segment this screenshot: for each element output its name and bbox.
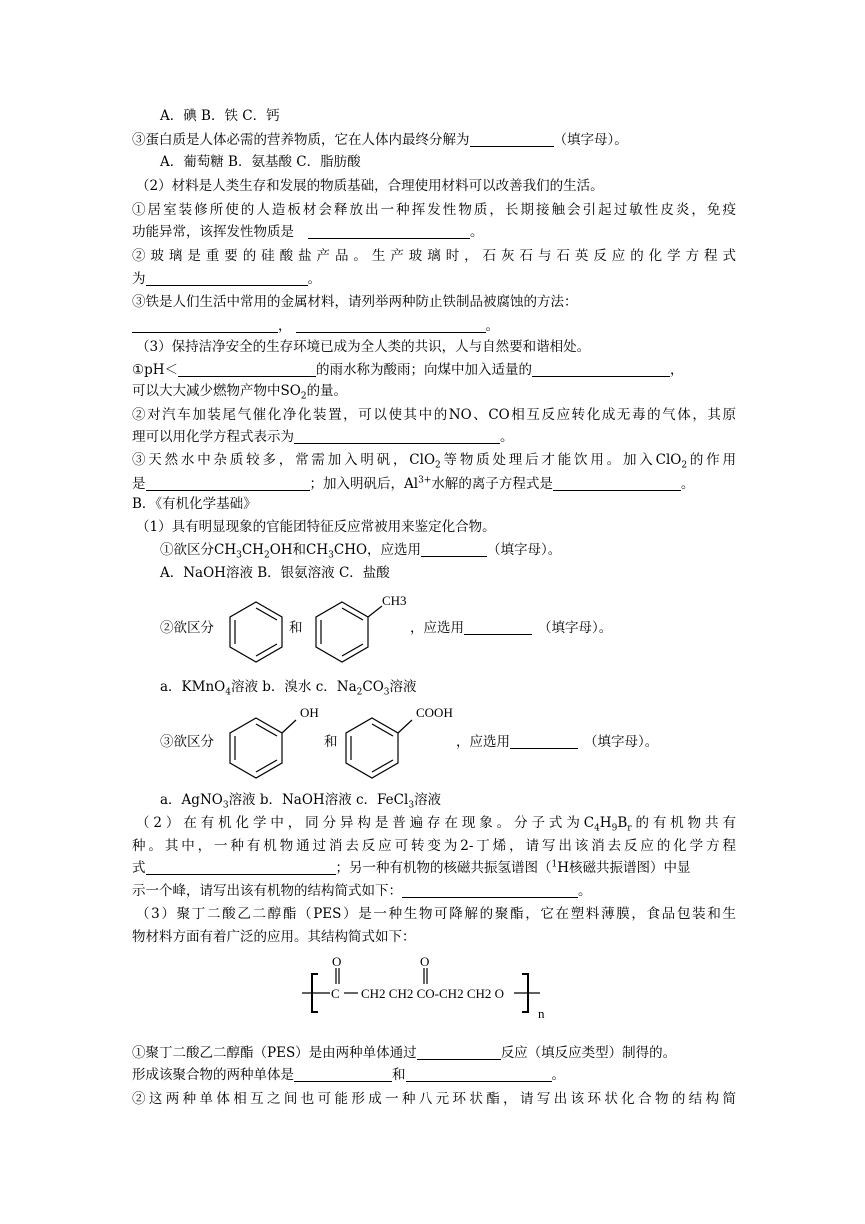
question-pes-line1 bbox=[136, 903, 736, 925]
question-isomer-line1 bbox=[136, 812, 736, 834]
text: ②对汽车加装尾气催化净化装置，可以使其中的NO、CO相互反应转化成无毒的气体，其原 bbox=[132, 407, 736, 423]
text: 。 bbox=[578, 883, 592, 899]
subscript: 4 bbox=[594, 823, 600, 834]
question-ethanol bbox=[160, 539, 764, 561]
text: ③天然水中杂质较多，常需加入明矾，ClO bbox=[132, 452, 436, 468]
text: 形成该聚合物的两种单体是 bbox=[132, 1067, 294, 1083]
text: （2）材料是人类生存和发展的物质基础，合理使用材料可以改善我们的生活。 bbox=[136, 178, 604, 194]
question-exhaust-line2 bbox=[132, 426, 736, 448]
text: 功能异常，该挥发性物质是 bbox=[132, 224, 294, 240]
text: CHO，应选用 bbox=[333, 542, 422, 558]
text: ③铁是人们生活中常用的金属材料，请列举两种防止铁制品被腐蚀的方法： bbox=[132, 294, 578, 310]
and-label: 和 bbox=[324, 734, 338, 750]
text: （2）在有机化学中，同分异构是普遍存在现象。分子式为C bbox=[136, 815, 595, 831]
text: 种。其中，一种有机物通过消去反应可转变为2-丁烯，请写出该消去反应的化学方程 bbox=[132, 838, 736, 854]
question-acid-rain-line1 bbox=[132, 359, 736, 381]
text: （3）保持洁净安全的生存环境已成为全人类的共识，人与自然要和谐相处。 bbox=[136, 339, 591, 355]
answer-blank[interactable] bbox=[532, 361, 670, 377]
text: （3）聚丁二酸乙二醇酯（PES）是一种生物可降解的聚酯，它在塑料薄膜，食品包装和生 bbox=[136, 906, 736, 922]
question-exhaust-line1 bbox=[132, 404, 736, 426]
superscript: 1 bbox=[551, 859, 558, 870]
answer-blank[interactable] bbox=[402, 882, 578, 898]
text: 的量。 bbox=[306, 383, 348, 399]
superscript: 3+ bbox=[418, 475, 432, 486]
oh-label: OH bbox=[300, 705, 319, 720]
text: ，应选用 bbox=[410, 620, 464, 636]
pes-o2: O bbox=[420, 954, 430, 969]
text: A．葡萄糖 B．氨基酸 C．脂肪酸 bbox=[160, 154, 361, 170]
text: （填字母）。 bbox=[553, 132, 628, 148]
answer-blank[interactable] bbox=[417, 1044, 501, 1060]
ch3-label: CH3 bbox=[382, 593, 407, 608]
text: 物材料方面有着广泛的应用。其结构简式如下： bbox=[132, 929, 416, 945]
text: OH和CH bbox=[269, 542, 329, 558]
subscript: 3 bbox=[236, 550, 242, 561]
text: a．KMnO bbox=[160, 679, 226, 695]
benzene-structure bbox=[226, 598, 286, 666]
subscript: 2 bbox=[681, 460, 688, 471]
answer-blank[interactable] bbox=[294, 1066, 392, 1082]
pes-structure bbox=[300, 952, 560, 1020]
subscript: 3 bbox=[408, 800, 415, 811]
text: 示一个峰，请写出该有机物的结构简式如下： bbox=[132, 883, 402, 899]
question-volatile-line2 bbox=[132, 221, 736, 243]
answer-blank[interactable] bbox=[553, 475, 681, 491]
text: ①pH＜ bbox=[132, 362, 179, 378]
question-benzene-label: ②欲区分 bbox=[160, 620, 214, 636]
question-pes-monomers bbox=[132, 1064, 736, 1086]
question-water-line1 bbox=[132, 449, 736, 471]
answer-blank[interactable] bbox=[132, 317, 278, 333]
text: ①欲区分CH bbox=[160, 542, 237, 558]
text: B．《有机化学基础》 bbox=[132, 496, 257, 512]
subscript: 9 bbox=[611, 823, 618, 834]
question-isomer-line3 bbox=[132, 857, 736, 879]
text: ，应选用 bbox=[456, 734, 510, 750]
answer-blank[interactable] bbox=[406, 1066, 552, 1082]
pes-o1: O bbox=[332, 954, 342, 969]
text: A．碘 B．铁 C．钙 bbox=[160, 108, 280, 124]
answer-blank[interactable] bbox=[464, 619, 532, 635]
text: H bbox=[599, 815, 612, 831]
question-pes-line2 bbox=[132, 926, 736, 948]
answer-blank[interactable] bbox=[178, 361, 316, 377]
subscript: 4 bbox=[225, 687, 231, 698]
text: ；加入明矾后，Al bbox=[309, 476, 419, 492]
text: H核磁共振谱图）中显 bbox=[557, 860, 691, 876]
text: （填字母）。 bbox=[538, 620, 613, 636]
text: a．AgNO bbox=[160, 792, 223, 808]
and-label: 和 bbox=[289, 620, 303, 636]
subscript: 2 bbox=[435, 460, 441, 471]
text: （1）具有明显现象的官能团特征反应常被用来鉴定化合物。 bbox=[136, 519, 496, 535]
text: 。 bbox=[680, 476, 695, 492]
question-pes-reaction bbox=[132, 1042, 736, 1064]
question-water-line2 bbox=[132, 473, 736, 495]
answer-blank[interactable] bbox=[146, 270, 308, 286]
question-protein bbox=[132, 129, 736, 151]
text: 理可以用化学方程式表示为 bbox=[132, 429, 294, 445]
section-2-heading bbox=[136, 175, 740, 197]
pes-n: n bbox=[538, 1006, 545, 1020]
subscript: r bbox=[627, 823, 632, 834]
subscript: 2 bbox=[263, 550, 270, 561]
text: 是 bbox=[132, 476, 146, 492]
text: 。 bbox=[307, 271, 321, 287]
question-iron bbox=[132, 291, 736, 313]
text: 为 bbox=[132, 271, 146, 287]
section-b-heading bbox=[132, 493, 736, 515]
q1-options bbox=[160, 105, 764, 127]
protein-options bbox=[160, 151, 764, 173]
question-pes-ring bbox=[132, 1088, 736, 1110]
text: ②这两种单体相互之间也可能形成一种八元环状酯，请写出该环状化合物的结构简 bbox=[132, 1091, 736, 1107]
text: B bbox=[617, 815, 628, 831]
text: 和 bbox=[392, 1067, 406, 1083]
answer-blank[interactable] bbox=[146, 859, 336, 875]
text: ①居室装修所使的人造板材会释放出一种挥发性物质，长期接触会引起过敏性皮炎，免疫 bbox=[132, 202, 736, 218]
cooh-label: COOH bbox=[416, 705, 453, 720]
text: 的作用 bbox=[687, 452, 736, 468]
subscript: 3 bbox=[222, 800, 229, 811]
text: 溶液 b．NaOH溶液 c．FeCl bbox=[228, 792, 409, 808]
question-glass-line2 bbox=[132, 268, 736, 290]
text: 式 bbox=[132, 860, 146, 876]
answer-blank[interactable] bbox=[308, 223, 470, 239]
question-iron-answers bbox=[132, 315, 736, 337]
text: CO bbox=[362, 679, 384, 695]
text: 。 bbox=[500, 429, 514, 445]
text: 的有机物共有 bbox=[631, 815, 737, 831]
text: （填字母）。 bbox=[584, 734, 659, 750]
pes-c: C bbox=[331, 986, 340, 1001]
text: 的雨水称为酸雨；向煤中加入适量的 bbox=[316, 362, 533, 378]
text: ③蛋白质是人体必需的营养物质，它在人体内最终分解为 bbox=[132, 132, 470, 148]
text: 。 bbox=[551, 1067, 565, 1083]
answer-blank[interactable] bbox=[296, 317, 486, 333]
text: ①聚丁二酸乙二醇酯（PES）是由两种单体通过 bbox=[132, 1045, 417, 1061]
text: 溶液 b．溴水 c．Na bbox=[230, 679, 357, 695]
text: 等物质处理后才能饮用。加入ClO bbox=[440, 452, 682, 468]
answer-blank[interactable] bbox=[146, 475, 310, 491]
subscript: 2 bbox=[300, 391, 307, 402]
text: ②玻璃是重要的硅酸盐产品。生产玻璃时，石灰石与石英反应的化学方程式 bbox=[132, 248, 736, 264]
section-3-heading bbox=[136, 336, 740, 358]
question-acid-rain-line2 bbox=[132, 380, 736, 402]
question-isomer-line4 bbox=[132, 880, 736, 902]
text: 溶液 bbox=[414, 792, 442, 808]
subscript: 2 bbox=[356, 687, 363, 698]
question-glass-line1 bbox=[132, 245, 736, 267]
answer-blank[interactable] bbox=[510, 733, 578, 749]
text: 。 bbox=[485, 318, 499, 334]
benzene-options bbox=[160, 676, 764, 698]
ethanol-options bbox=[160, 562, 764, 584]
text: A．NaOH溶液 B．银氨溶液 C．盐酸 bbox=[160, 565, 390, 581]
text: CH bbox=[241, 542, 264, 558]
text: ；另一种有机物的核磁共振氢谱图（ bbox=[335, 860, 552, 876]
question-isomer-line2 bbox=[132, 835, 736, 857]
answer-blank[interactable] bbox=[294, 428, 500, 444]
pes-chain: CH2 CH2 CO-CH2 CH2 O bbox=[361, 986, 505, 1001]
text: 。 bbox=[470, 224, 484, 240]
text: 反应（填反应类型）制得的。 bbox=[500, 1045, 677, 1061]
answer-blank[interactable] bbox=[421, 541, 487, 557]
question-benzene-tail bbox=[410, 617, 612, 639]
text: ， bbox=[670, 362, 684, 378]
phenol-options bbox=[160, 789, 764, 811]
text: 水解的离子方程式是 bbox=[431, 476, 553, 492]
answer-blank[interactable] bbox=[470, 131, 554, 147]
text: 可以大大减少燃物产物中SO bbox=[132, 383, 301, 399]
subscript: 3 bbox=[383, 687, 390, 698]
text: ， bbox=[278, 318, 292, 334]
question-phenol-tail bbox=[456, 731, 658, 753]
text: （填字母）。 bbox=[487, 542, 562, 558]
subscript: 3 bbox=[328, 550, 334, 561]
text: 溶液 bbox=[389, 679, 417, 695]
section-b1-heading bbox=[136, 516, 740, 538]
question-phenol-label: ③欲区分 bbox=[160, 734, 214, 750]
question-volatile-line1 bbox=[132, 199, 736, 221]
